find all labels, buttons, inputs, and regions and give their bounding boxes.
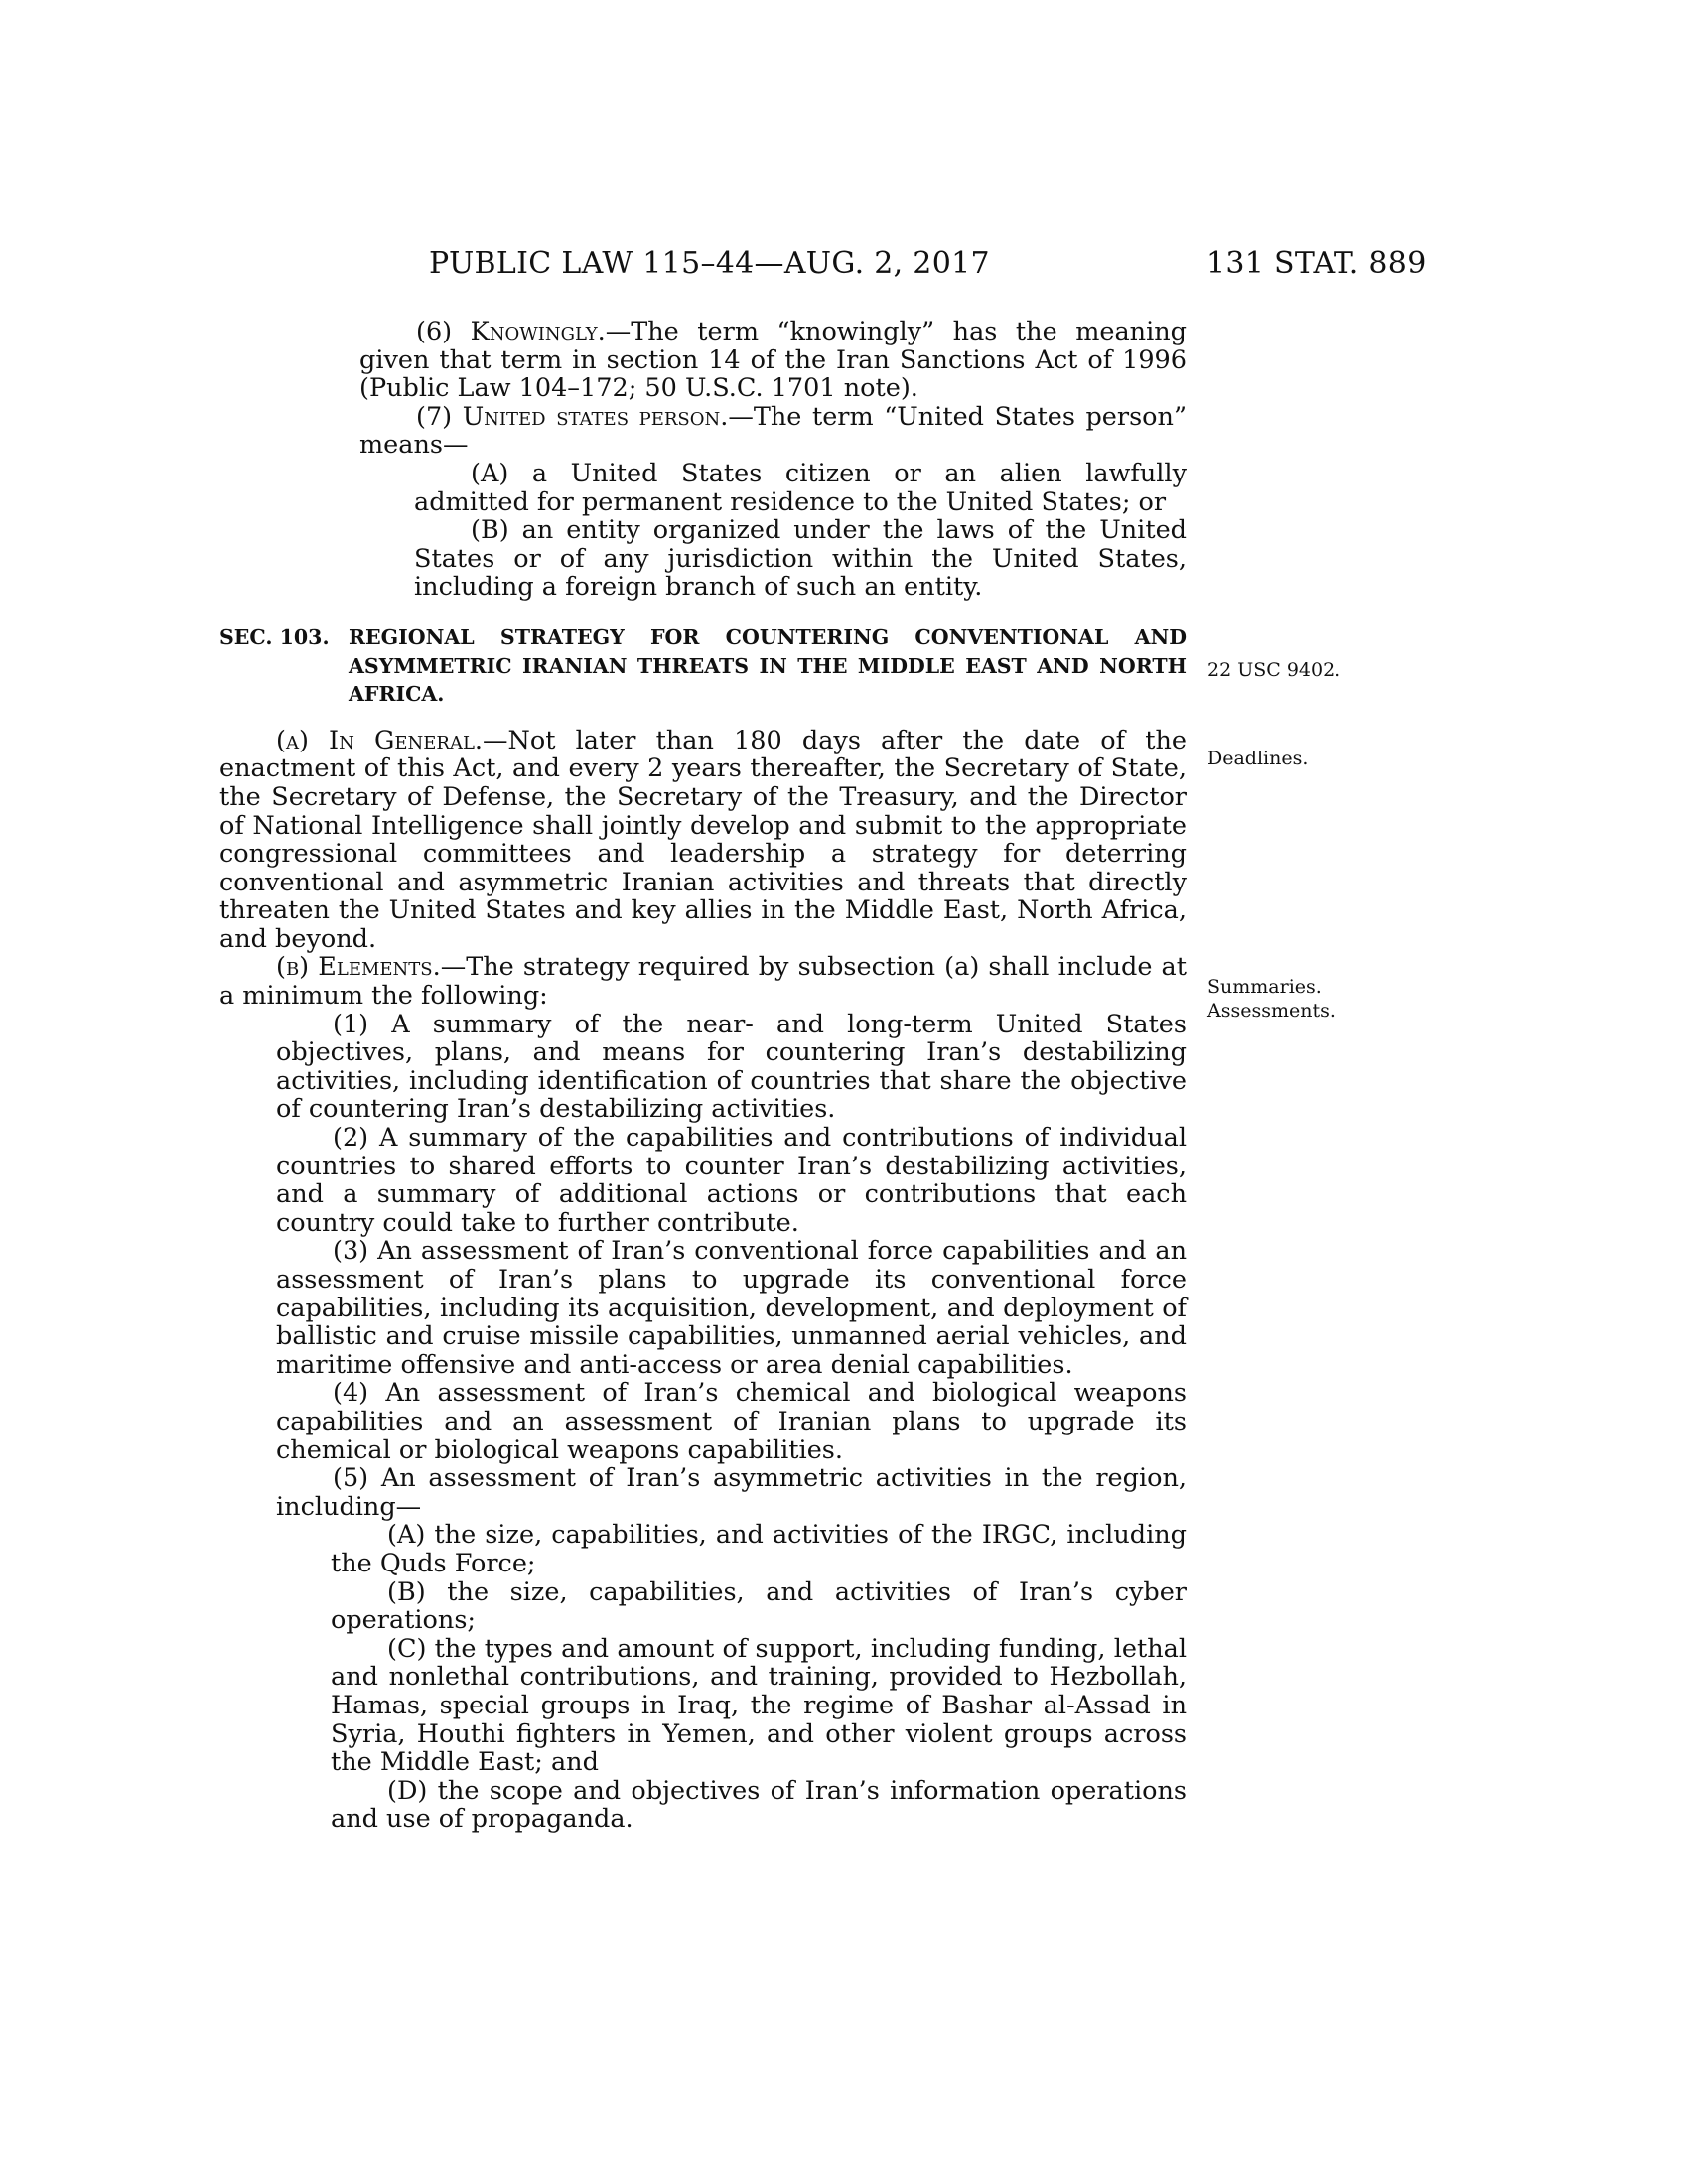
- paragraph-b5: (5) An assessment of Iran’s asymmetric activities in the region, including—: [276, 1463, 1187, 1522]
- paragraph-7-text: —The term “United States person” means—: [359, 401, 1187, 461]
- subsection-a-text: —Not later than 180 days after the date of the enactment of this Act, and every 2 years thereafter, the Secretary of State, the Secretary of Defense, the Secretary of the Treasury, and the Director of National Intelligence shall jointly develop and submit to the appropriate congressional committees and leadership a strategy for deterring conventional and asymmetric Iranian activities and threats that directly threaten the United States and key allies in the Middle East, North Africa, and beyond.: [219, 725, 1187, 954]
- page-body: [219, 317, 1188, 1835]
- paragraph-7a: (A) a United States citizen or an alien lawfully admitted for permanent residence to the United States; or: [414, 458, 1187, 517]
- subsection-b-text: —The strategy required by subsection (a) shall include at a minimum the following:: [219, 952, 1188, 1012]
- section-heading: [219, 623, 1187, 709]
- paragraph-b2: (2) A summary of the capabilities and contributions of individual countries to shared efforts to counter Iran’s destabilizing activities, and a summary of additional actions or contributions that each country could take to further contribute.: [276, 1123, 1187, 1238]
- paragraph-7: [303, 403, 1187, 460]
- section-title: REGIONAL STRATEGY FOR COUNTERING CONVENTIONAL AND ASYMMETRIC IRANIAN THREATS IN THE MIDDLE EAST AND NORTH AFRICA.: [349, 624, 1187, 707]
- paragraph-6-text: —The term “knowingly” has the meaning given that term in section 14 of the Iran Sanctions Act of 1996 (Public Law 104–172; 50 U.S.C. 1701 note).: [359, 317, 1187, 404]
- subsection-a-heading: (a) In General.: [276, 725, 484, 755]
- paragraph-b1: (1) A summary of the near- and long-term United States objectives, plans, and means for countering Iran’s destabilizing activities, including identification of countries that share the objective of countering Iran’s destabilizing activities.: [276, 1009, 1187, 1125]
- margin-note-assessments: Assessments.: [1207, 1000, 1336, 1022]
- paragraph-b5a: (A) the size, capabilities, and activities of the IRGC, including the Quds Force;: [331, 1520, 1187, 1578]
- margin-note-deadlines: Deadlines.: [1207, 748, 1309, 769]
- paragraph-b4: (4) An assessment of Iran’s chemical and biological weapons capabilities and an assessment of Iranian plans to upgrade its chemical or biological weapons capabilities.: [276, 1378, 1187, 1465]
- paragraph-b5b: (B) the size, capabilities, and activities of Iran’s cyber operations;: [331, 1576, 1187, 1636]
- page-number: 131 STAT. 889: [1206, 246, 1427, 281]
- paragraph-6-heading: (6) Knowingly.: [416, 317, 606, 346]
- subsection-b-heading: (b) Elements.: [276, 952, 441, 983]
- running-head: PUBLIC LAW 115–44—AUG. 2, 2017: [429, 246, 990, 281]
- paragraph-b5d: (D) the scope and objectives of Iran’s information operations and use of propaganda.: [331, 1775, 1187, 1835]
- paragraph-7-heading: (7) United states person.: [416, 401, 729, 432]
- subsection-a: [219, 727, 1187, 954]
- subsection-b: [219, 953, 1187, 1010]
- paragraph-6: [303, 318, 1187, 403]
- section-number: SEC. 103.: [219, 624, 330, 649]
- paragraph-b5c: (C) the types and amount of support, including funding, lethal and nonlethal contributions, and training, provided to Hezbollah, Hamas, special groups in Iraq, the regime of Bashar al-Assad in Syria, Houthi fighters in Yemen, and other violent groups across the Middle East; and: [331, 1633, 1187, 1778]
- paragraph-7b: (B) an entity organized under the laws of the United States or of any jurisdiction within the United States, including a foreign branch of such an entity.: [414, 515, 1187, 603]
- margin-note-usc: 22 USC 9402.: [1207, 659, 1341, 681]
- paragraph-b3: (3) An assessment of Iran’s conventional force capabilities and an assessment of Iran’s plans to upgrade its conventional force capabilities, including its acquisition, development, and deployment of ballistic and cruise missile capabilities, unmanned aerial vehicles, and maritime offensive and anti-access or area denial capabilities.: [276, 1236, 1187, 1380]
- page-header: [0, 246, 1688, 290]
- margin-note-summaries: Summaries.: [1207, 976, 1322, 998]
